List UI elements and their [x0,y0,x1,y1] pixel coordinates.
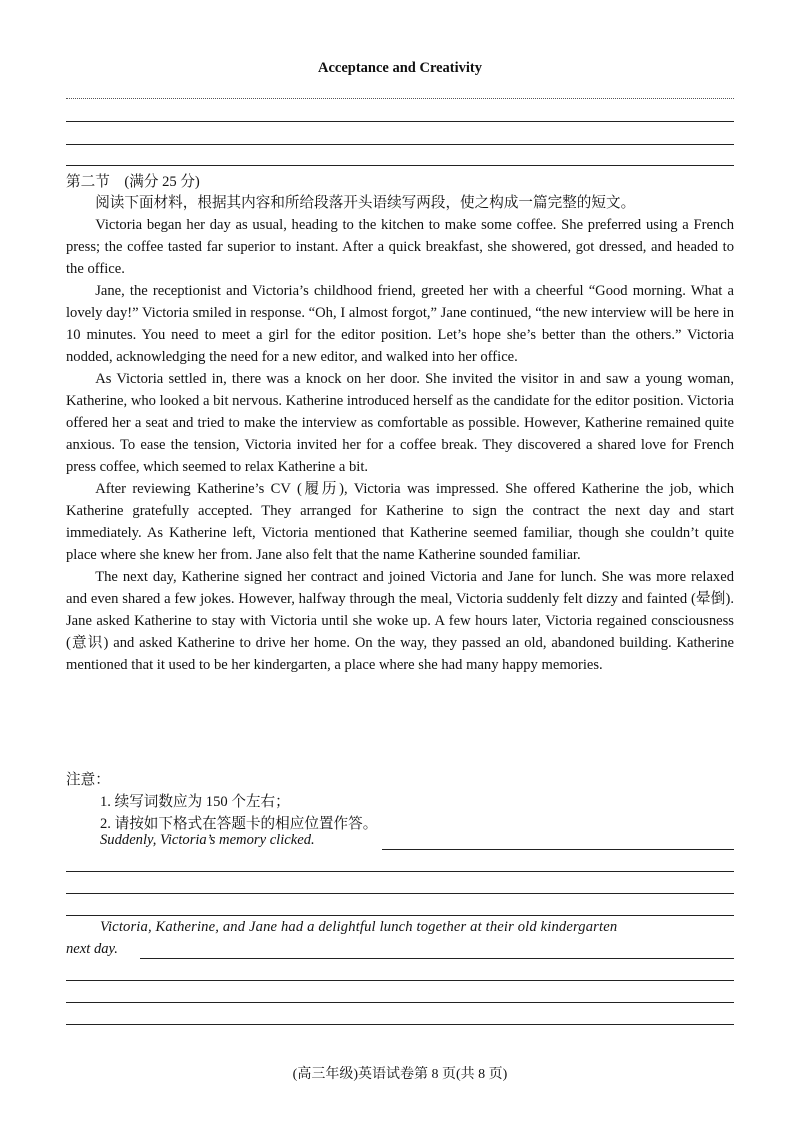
notes-heading: 注意： [66,772,110,788]
page-title: Acceptance and Creativity [317,60,483,76]
continuation-prompt-1: Suddenly, Victoria’s memory clicked. [100,832,315,848]
answer-line [66,98,734,99]
answer-line [66,165,734,166]
story-paragraph: Victoria began her day as usual, heading to the kitchen to make some coffee. She preferred using a French press; the coffee tasted far superior to instant. After a quick breakfast, she showered, got dressed, and headed to the office. [66,217,734,277]
continuation-prompt-2: Victoria, Katherine, and Jane had a delightful lunch together at their old kindergarten [100,919,618,935]
story-text [66,214,734,676]
answer-line [66,915,734,916]
section-heading: 第二节 (满分 25 分) [66,174,200,190]
answer-line [66,871,734,872]
story-paragraph: After reviewing Katherine’s CV (履历), Victoria was impressed. She offered Katherine the job, which Katherine gratefully accepted. They arranged for Katherine to sign the contract the next day and start immediately. As Katherine left, Victoria mentioned that Katherine seemed familiar, though she couldn’t quite place where she knew her from. Jane also felt that the name Katherine sounded familiar. [66,481,734,563]
answer-line [66,1002,734,1003]
note-item: 2. 请按如下格式在答题卡的相应位置作答。 [100,816,378,832]
answer-line [140,958,734,959]
answer-line [66,1024,734,1025]
story-paragraph: Jane, the receptionist and Victoria’s childhood friend, greeted her with a cheerful “Good morning. What a lovely day!” Victoria smiled in response. “Oh, I almost forgot,” Jane continued, “the new interview will be here in 10 minutes. You need to meet a girl for the editor position. Let’s hope she’s better than the others.” Victoria nodded, acknowledging the need for a new editor, and walked into her office. [66,283,734,365]
answer-line [66,121,734,122]
continuation-prompt-2-end: next day. [66,941,118,957]
answer-line [382,849,734,850]
answer-line [66,980,734,981]
story-paragraph: The next day, Katherine signed her contract and joined Victoria and Jane for lunch. She was more relaxed and even shared a few jokes. However, halfway through the meal, Victoria suddenly felt dizzy and fainted (晕倒). Jane asked Katherine to stay with Victoria until she woke up. A few hours later, Victoria regained consciousness (意识) and asked Katherine to drive her home. On the way, they passed an old, abandoned building. Katherine mentioned that it used to be her kindergarten, a place where she had many happy memories. [66,569,734,673]
note-item: 1. 续写词数应为 150 个左右； [100,794,290,810]
answer-line [66,144,734,145]
section-instruction: 阅读下面材料，根据其内容和所给段落开头语续写两段，使之构成一篇完整的短文。 [95,195,636,211]
answer-line [66,893,734,894]
page-footer: (高三年级)英语试卷第 8 页(共 8 页) [292,1067,508,1082]
story-paragraph: As Victoria settled in, there was a knock on her door. She invited the visitor in and saw a young woman, Katherine, who looked a bit nervous. Katherine introduced herself as the candidate for the editor position. Victoria offered her a seat and tried to make the interview as comfortable as possible. However, Katherine remained quite anxious. To ease the tension, Victoria invited her for a coffee break. They discovered a shared love for French press coffee, which seemed to relax Katherine a bit. [66,371,734,475]
